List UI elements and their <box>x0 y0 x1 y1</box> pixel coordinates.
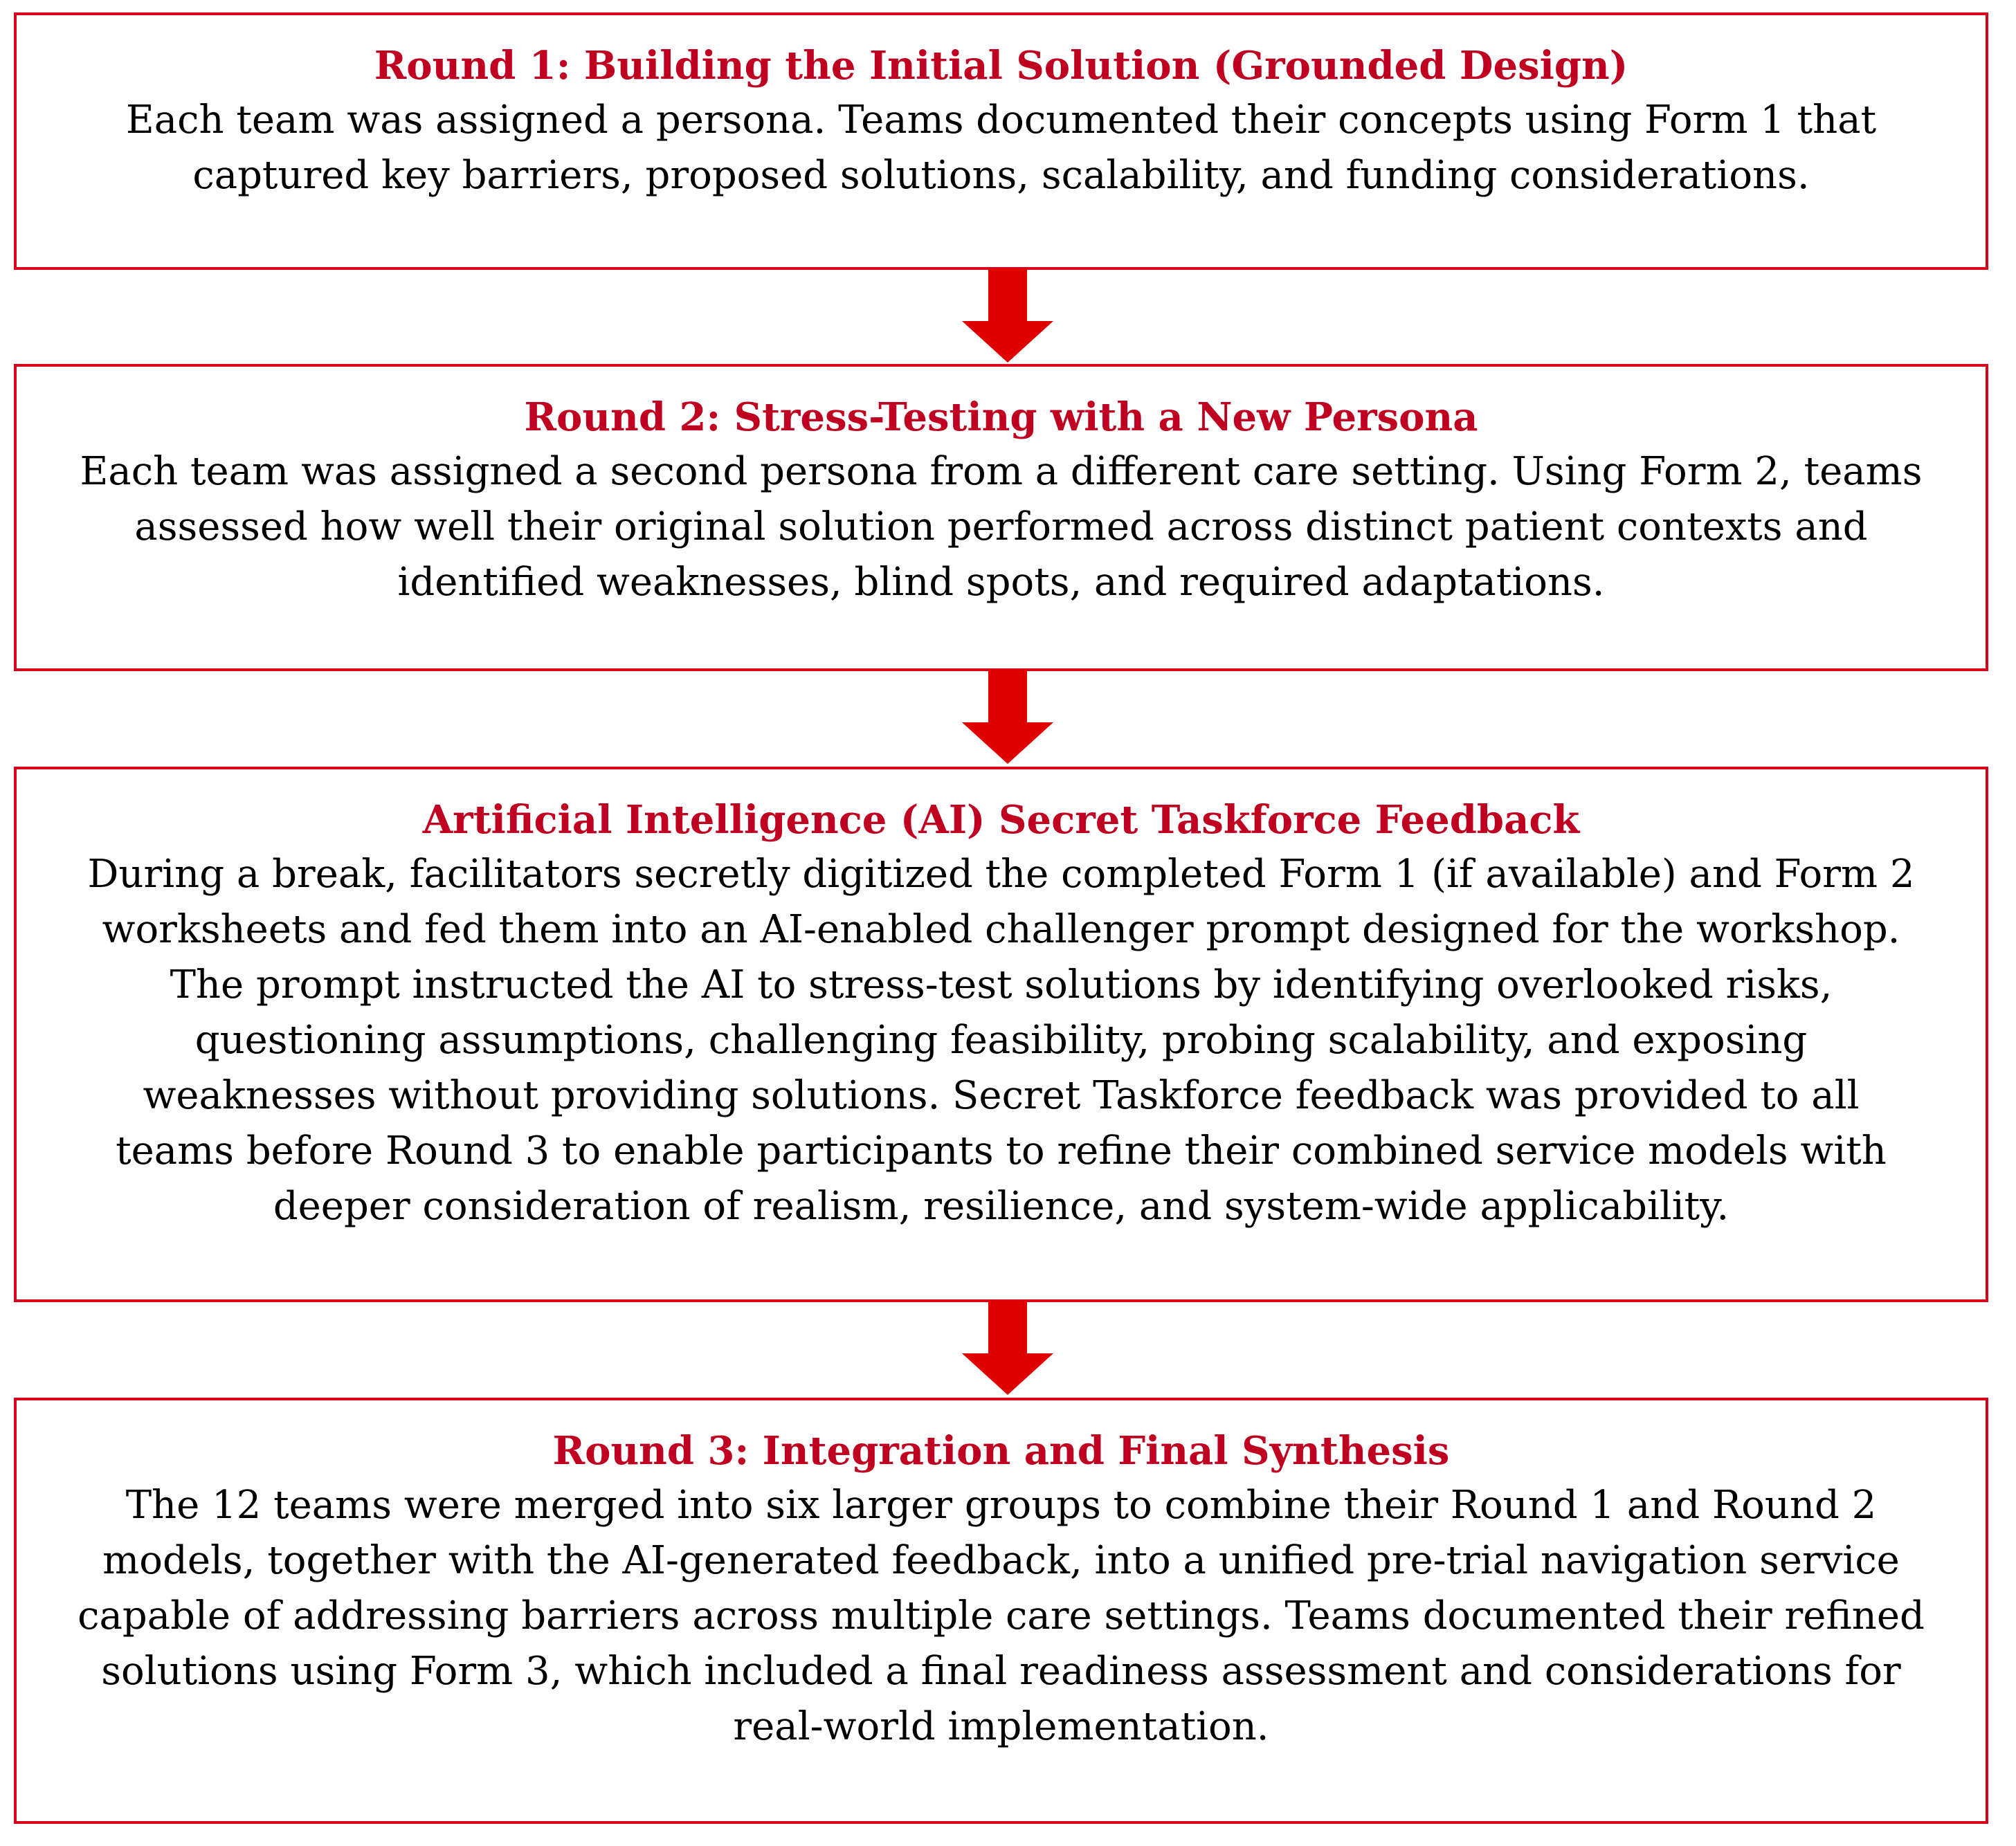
step-text-line: capable of addressing barriers across multiple care settings. Teams documented their refined <box>78 1593 1925 1638</box>
step-text-line: real-world implementation. <box>733 1704 1269 1749</box>
step-text-line: assessed how well their original solution performed across distinct patient contexts and <box>134 504 1868 549</box>
step-text-line: weaknesses without providing solutions. Secret Taskforce feedback was provided to all <box>143 1073 1860 1118</box>
step-box-round-1 <box>14 12 1988 270</box>
step-text-line: questioning assumptions, challenging feasibility, probing scalability, and exposing <box>194 1018 1808 1063</box>
step-title: Artificial Intelligence (AI) Secret Taskforce Feedback <box>422 797 1580 843</box>
step-text-line: worksheets and fed them into an AI-enabled challenger prompt designed for the workshop. <box>102 907 1900 952</box>
step-title: Round 3: Integration and Final Synthesis <box>552 1428 1450 1474</box>
step-text-line: identified weaknesses, blind spots, and required adaptations. <box>397 560 1605 605</box>
step-text-line: teams before Round 3 to enable participants to refine their combined service models with <box>116 1128 1887 1173</box>
step-text-line: During a break, facilitators secretly digitized the completed Form 1 (if available) and Form 2 <box>87 852 1915 897</box>
step-text-line: deeper consideration of realism, resilience, and system-wide applicability. <box>273 1184 1729 1229</box>
down-arrow-icon <box>959 670 1056 767</box>
step-text-line: Each team was assigned a second persona from a different care setting. Using Form 2, teams <box>80 449 1923 494</box>
step-text-line: The prompt instructed the AI to stress-test solutions by identifying overlooked risks, <box>170 962 1833 1007</box>
step-text-line: Each team was assigned a persona. Teams documented their concepts using Form 1 that <box>125 98 1877 143</box>
down-arrow-icon <box>959 268 1056 365</box>
step-box-round-2 <box>14 364 1988 671</box>
step-text-line: solutions using Form 3, which included a final readiness assessment and considerations for <box>101 1649 1901 1694</box>
step-box-round-3 <box>14 1398 1988 1824</box>
step-description <box>53 1478 1950 1755</box>
step-box-ai-feedback <box>14 767 1988 1302</box>
step-title: Round 2: Stress-Testing with a New Persona <box>524 394 1478 440</box>
step-text-line: captured key barriers, proposed solutions, scalability, and funding considerations. <box>192 153 1810 198</box>
down-arrow-icon <box>959 1301 1056 1398</box>
step-description <box>53 847 1950 1234</box>
step-description <box>53 93 1950 203</box>
step-text-line: models, together with the AI-generated feedback, into a unified pre-trial navigation service <box>102 1538 1900 1583</box>
step-description <box>53 444 1950 610</box>
step-title: Round 1: Building the Initial Solution (Grounded Design) <box>374 43 1628 89</box>
step-text-line: The 12 teams were merged into six larger groups to combine their Round 1 and Round 2 <box>125 1483 1877 1528</box>
